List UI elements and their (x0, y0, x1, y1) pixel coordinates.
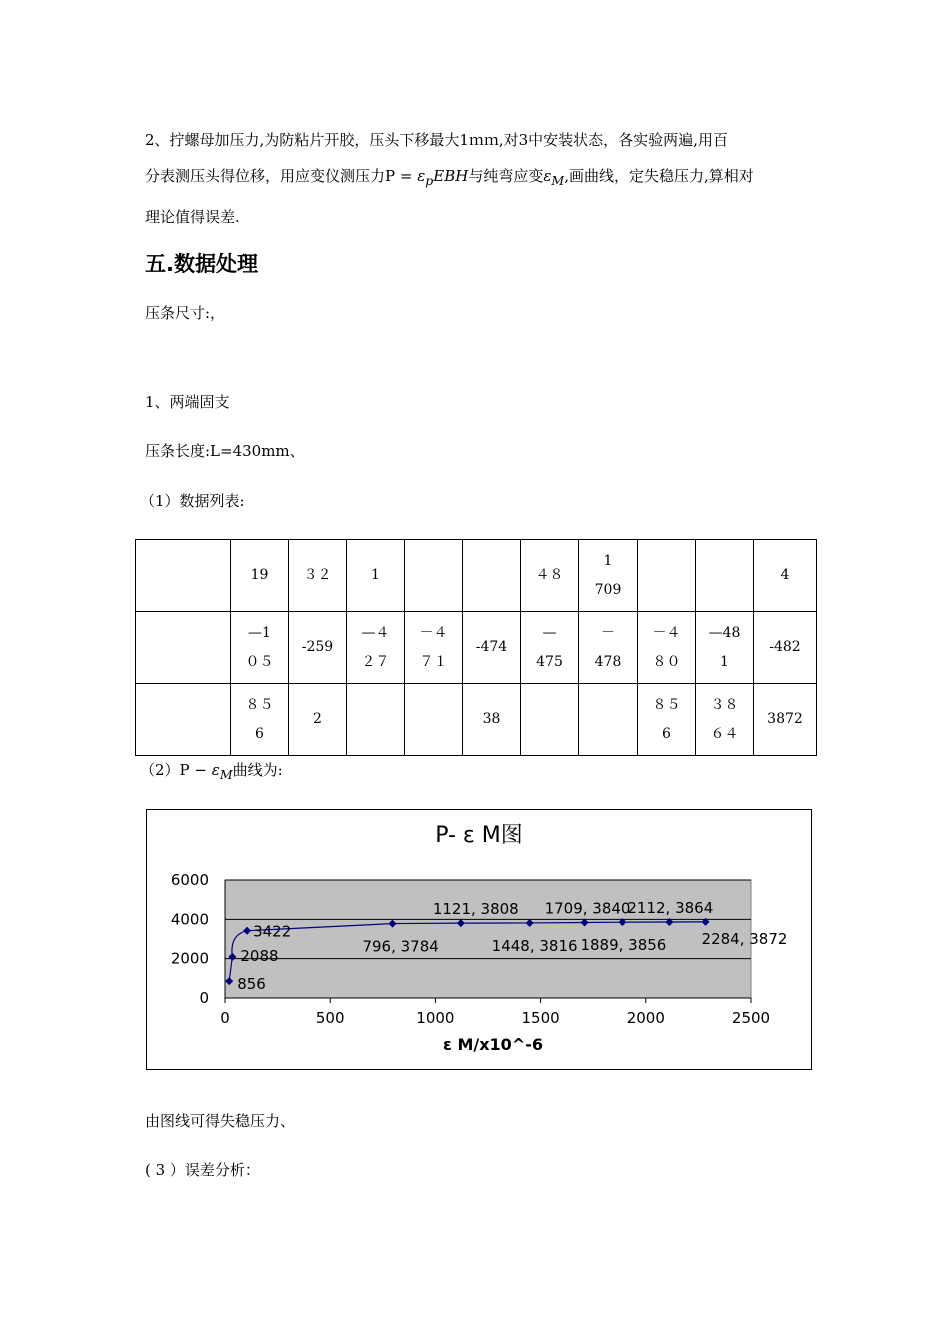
table-cell: — 475 (521, 612, 579, 684)
table-cell: -474 (463, 612, 521, 684)
data-label: 2284, 3872 (701, 929, 788, 948)
data-label: 856 (237, 975, 266, 994)
data-label: 1121, 3808 (432, 900, 519, 919)
chart-frame (146, 809, 812, 1070)
table-cell: —1 ０５ (231, 612, 289, 684)
error-analysis-title: ( 3 ）误差分析： (145, 1161, 260, 1179)
table-cell (638, 540, 696, 612)
specimen-size-line: 压条尺寸:， (145, 304, 226, 322)
table-cell: － 478 (579, 612, 638, 684)
table-cell (347, 684, 405, 756)
x-tick-label: 500 (315, 1009, 345, 1027)
table-cell: 2 (289, 684, 347, 756)
table-caption: （1）数据列表: (140, 492, 245, 510)
y-tick-label: 0 (199, 989, 209, 1007)
intro-line-2-c: ,画曲线，定失稳压力,算相对 (564, 167, 754, 185)
x-tick-label: 1000 (416, 1009, 455, 1027)
table-cell (521, 684, 579, 756)
intro-line-2-a: 分表测压头得位移，用应变仪测压力P = (145, 167, 418, 185)
x-tick-label: 1500 (521, 1009, 560, 1027)
table-cell: 3872 (754, 684, 817, 756)
table-cell: －４ ８０ (638, 612, 696, 684)
data-label: 1709, 3840 (544, 899, 631, 918)
x-tick-label: 2000 (626, 1009, 665, 1027)
table-cell: 38 (463, 684, 521, 756)
y-tick-label: 4000 (170, 910, 209, 929)
intro-paragraph (145, 122, 810, 235)
table-cell (405, 540, 463, 612)
data-label: 2088 (240, 946, 279, 965)
p-epsilon-chart (147, 810, 811, 1069)
y-tick-label: 2000 (170, 949, 209, 968)
table-cell (696, 540, 754, 612)
intro-line-2 (145, 158, 810, 199)
table-cell (136, 612, 231, 684)
table-cell (405, 684, 463, 756)
chart-title: P- ε M图 (435, 823, 523, 848)
table-cell: ４８ (521, 540, 579, 612)
data-label: 2112, 3864 (627, 899, 714, 918)
data-label: 1889, 3856 (580, 936, 667, 955)
conclusion-line: 由图线可得失稳压力、 (145, 1112, 296, 1130)
specimen-length-line: 压条长度:L=430mm、 (145, 442, 305, 460)
x-tick-label: 0 (220, 1009, 230, 1027)
table-cell: 1 709 (579, 540, 638, 612)
intro-line-1: 2、拧螺母加压力,为防粘片开胶，压头下移最大1ｍｍ,对3中安装状态，各实验两遍,用百 (145, 131, 728, 149)
formula-epsilon-p: $\varepsilon_pEBH$ (417, 167, 469, 188)
data-label: 1448, 3816 (491, 936, 578, 955)
curve-caption: $(2)P - \varepsilon_M$曲线为: (140, 761, 283, 782)
table-cell (136, 540, 231, 612)
table-cell: ３２ (289, 540, 347, 612)
formula-epsilon-m: $\varepsilon_M$ (543, 167, 565, 188)
table-cell: —48 1 (696, 612, 754, 684)
data-table (135, 539, 817, 756)
table-row (136, 684, 817, 756)
plot-area (225, 880, 751, 998)
table-cell: ８５ 6 (638, 684, 696, 756)
table-cell: －４ ７１ (405, 612, 463, 684)
table-cell: -259 (289, 612, 347, 684)
table-row (136, 540, 817, 612)
table-cell (463, 540, 521, 612)
intro-line-2-b: 与纯弯应变 (468, 167, 544, 185)
table-cell: ８５ 6 (231, 684, 289, 756)
table-cell (579, 684, 638, 756)
table-cell: -482 (754, 612, 817, 684)
table-cell: —４ ２７ (347, 612, 405, 684)
table-cell: ３８ ６４ (696, 684, 754, 756)
section-heading: 五.数据处理 (145, 252, 258, 276)
y-tick-label: 6000 (170, 871, 209, 889)
x-axis-label: ε M/x10^-6 (442, 1035, 544, 1054)
table-cell: 1 (347, 540, 405, 612)
table-cell: 19 (231, 540, 289, 612)
data-label: 3422 (253, 922, 292, 941)
table-cell (136, 684, 231, 756)
table-row (136, 612, 817, 684)
x-tick-label: 2500 (731, 1009, 771, 1027)
intro-line-3: 理论值得误差. (145, 208, 240, 226)
table-cell: 4 (754, 540, 817, 612)
data-label: 796, 3784 (362, 937, 439, 956)
section-1-title: 1、两端固支 (145, 393, 230, 411)
